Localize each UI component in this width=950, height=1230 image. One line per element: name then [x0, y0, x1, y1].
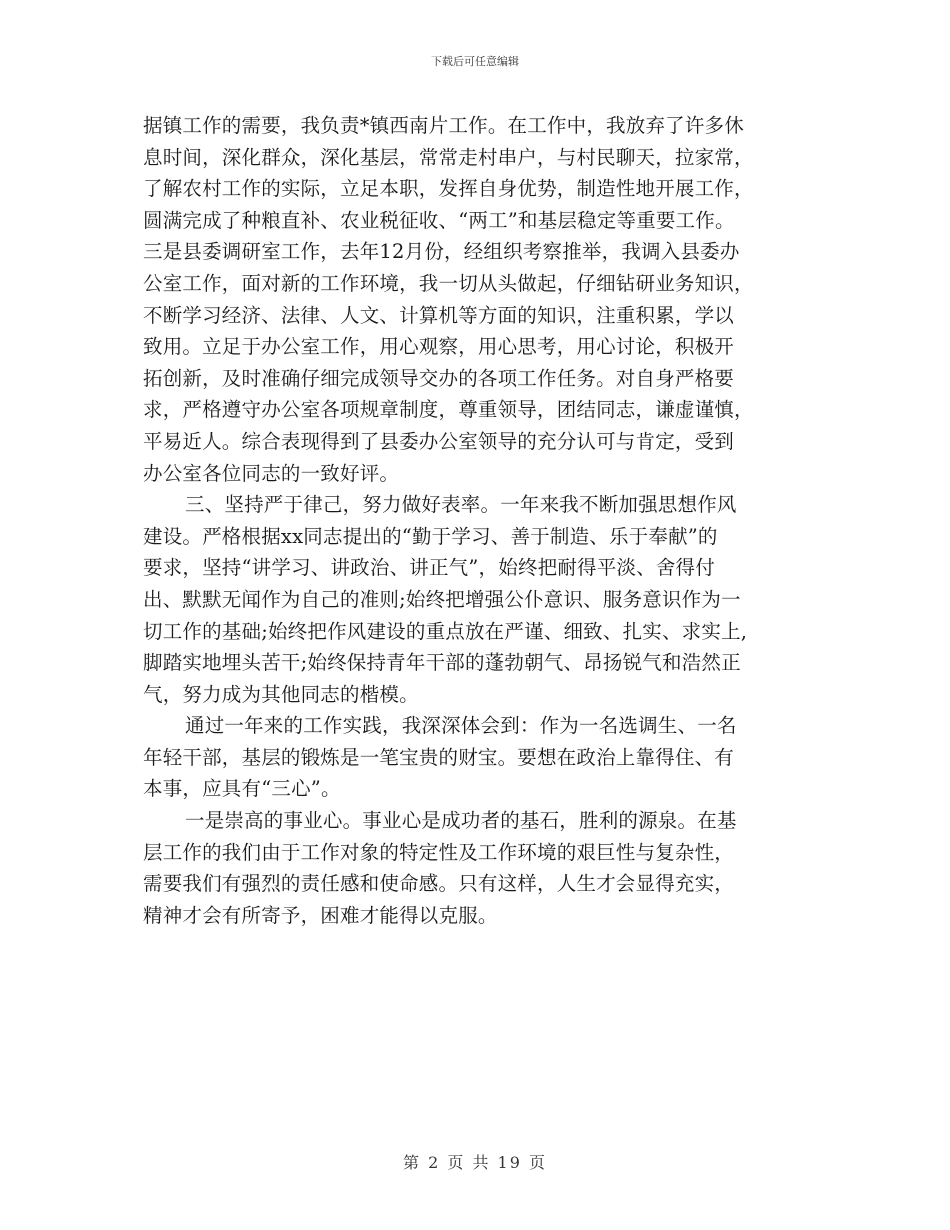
text-line: 了解农村工作的实际，立足本职，发挥自身优势，制造性地开展工作， [143, 177, 754, 201]
text-line: 公室工作，面对新的工作环境，我一切从头做起，仔细钻研业务知识， [143, 271, 754, 295]
text-line: 出、默默无闻作为自己的准则;始终把增强公仆意识、服务意识作为一 [143, 587, 741, 611]
text-line: 脚踏实地埋头苦干;始终保持青年干部的蓬勃朝气、昂扬锐气和浩然正 [143, 651, 741, 675]
text-line: 层工作的我们由于工作对象的特定性及工作环境的艰巨性与复杂性， [143, 840, 735, 864]
text-line: 致用。立足于办公室工作，用心观察，用心思考，用心讨论，积极开 [143, 335, 735, 359]
text-line: 年轻干部，基层的锻炼是一笔宝贵的财宝。要想在政治上靠得住、有 [143, 745, 735, 769]
text-line: 要求，坚持“讲学习、讲政治、讲正气”，始终把耐得平淡、舍得付 [143, 556, 715, 580]
paragraph-start-line: 三、坚持严于律己，努力做好表率。一年来我不断加强思想作风 [185, 493, 737, 517]
text-line: 本事，应具有“三心”。 [143, 777, 341, 801]
text-line: 拓创新，及时准确仔细完成领导交办的各项工作任务。对自身严格要 [143, 366, 735, 390]
text-line: 切工作的基础;始终把作风建设的重点放在严谨、细致、扎实、求实上, [143, 619, 748, 643]
text-line: 平易近人。综合表现得到了县委办公室领导的充分认可与肯定，受到 [143, 429, 735, 453]
text-line: 办公室各位同志的一致好评。 [143, 461, 400, 485]
text-line: 需要我们有强烈的责任感和使命感。只有这样，人生才会显得充实， [143, 872, 735, 896]
document-body [143, 110, 813, 931]
text-line: 息时间，深化群众，深化基层，常常走村串户，与村民聊天，拉家常， [143, 145, 754, 169]
text-line: 不断学习经济、法律、人文、计算机等方面的知识，注重积累，学以 [143, 303, 735, 327]
text-line: 气，努力成为其他同志的楷模。 [143, 682, 419, 706]
page-header: 下载后可任意编辑 [431, 55, 519, 68]
text-line: 据镇工作的需要，我负责*镇西南片工作。在工作中，我放弃了许多休 [143, 114, 744, 137]
text-line: 建设。严格根据xx同志提出的“勤于学习、善于制造、乐于奉献”的 [143, 524, 718, 548]
text-line: 求，严格遵守办公室各项规章制度，尊重领导，团结同志，谦虚谨慎， [143, 398, 754, 422]
paragraph-start-line: 一是崇高的事业心。事业心是成功者的基石，胜利的源泉。在基 [185, 809, 737, 833]
text-line: 三是县委调研室工作，去年12月份，经组织考察推举，我调入县委办 [143, 240, 740, 264]
text-line: 圆满完成了种粮直补、农业税征收、“两工”和基层稳定等重要工作。 [143, 208, 735, 232]
page-number-footer: 第 2 页 共 19 页 [403, 1153, 547, 1172]
text-line: 精神才会有所寄予，困难才能得以克服。 [143, 903, 498, 927]
paragraph-start-line: 通过一年来的工作实践，我深深体会到：作为一名选调生、一名 [185, 714, 737, 738]
